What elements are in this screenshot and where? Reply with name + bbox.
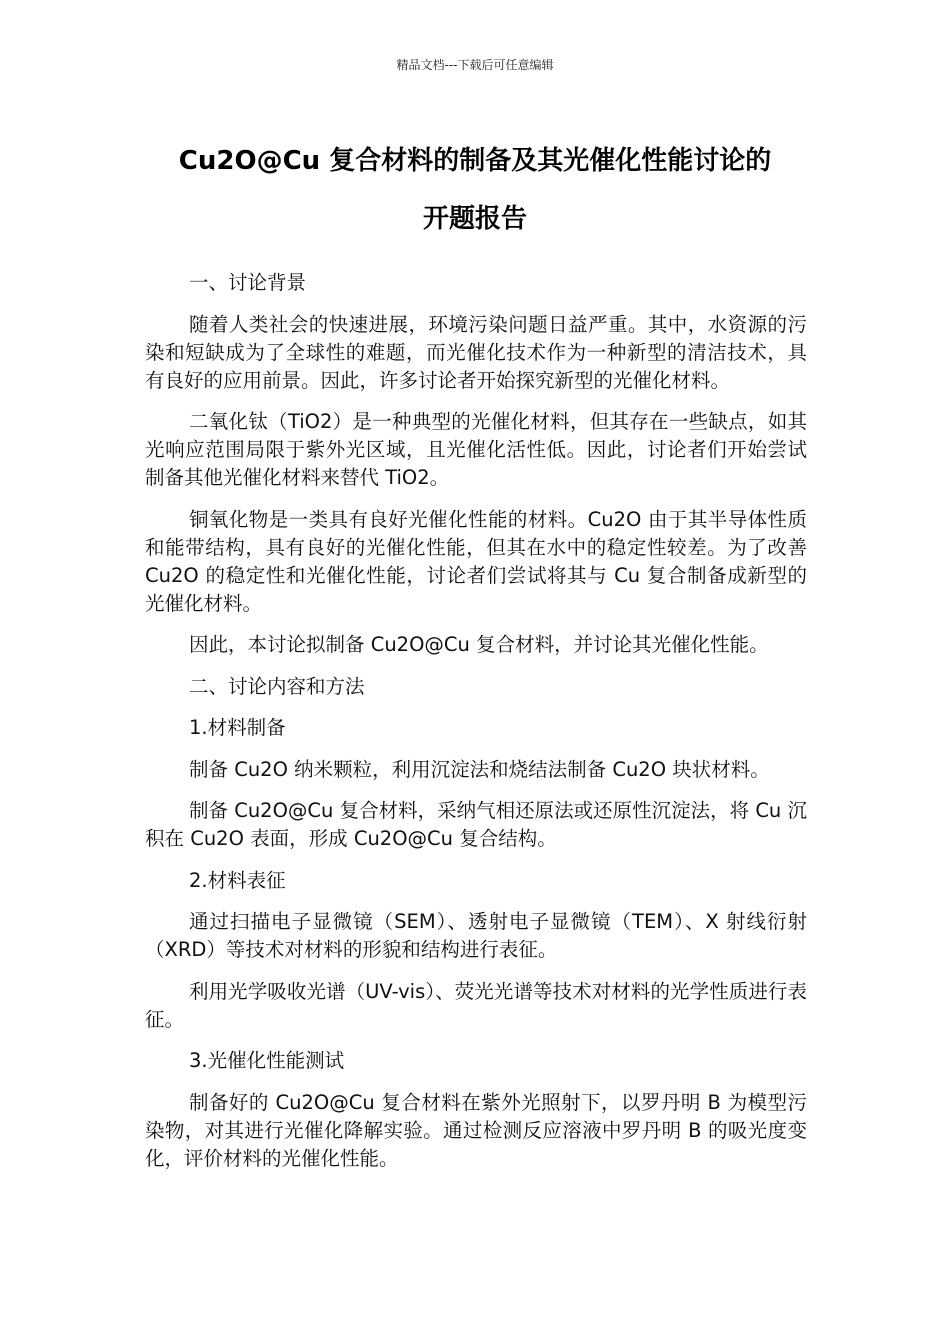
title-line-1: Cu2O@Cu 复合材料的制备及其光催化性能讨论的	[178, 146, 772, 176]
document-title	[120, 132, 830, 248]
document-body	[145, 269, 807, 1186]
paragraph-preparation-2: 制备 Cu2O@Cu 复合材料，采纳气相还原法或还原性沉淀法，将 Cu 沉积在 Cu2O 表面，形成 Cu2O@Cu 复合结构。	[145, 799, 807, 850]
paragraph-photocatalysis-1: 制备好的 Cu2O@Cu 复合材料在紫外光照射下，以罗丹明 B 为模型污染物，对其进行光催化降解实验。通过检测反应溶液中罗丹明 B 的吸光度变化，评价材料的光催化性能。	[145, 1090, 807, 1170]
title-line-2: 开题报告	[422, 204, 527, 234]
paragraph-background-1: 随着人类社会的快速进展，环境污染问题日益严重。其中，水资源的污染和短缺成为了全球性的难题，而光催化技术作为一种新型的清洁技术，具有良好的应用前景。因此，许多讨论者开始探究新型的光催化材料。	[145, 312, 807, 392]
paragraph-characterization-2: 利用光学吸收光谱（UV-vis）、荧光光谱等技术对材料的光学性质进行表征。	[145, 979, 807, 1031]
page-header-note: 精品文档---下载后可任意编辑	[396, 58, 554, 72]
paragraph-background-3: 铜氧化物是一类具有良好光催化性能的材料。Cu2O 由于其半导体性质和能带结构，具有良好的光催化性能，但其在水中的稳定性较差。为了改善 Cu2O 的稳定性和光催化性能，讨论者们尝试将其与 Cu 复合制备成新型的光催化材料。	[145, 507, 807, 615]
paragraph-preparation-1: 制备 Cu2O 纳米颗粒，利用沉淀法和烧结法制备 Cu2O 块状材料。	[189, 757, 770, 781]
paragraph-characterization-1: 通过扫描电子显微镜（SEM）、透射电子显微镜（TEM）、X 射线衍射（XRD）等技术对材料的形貌和结构进行表征。	[145, 910, 807, 961]
paragraph-background-4: 因此，本讨论拟制备 Cu2O@Cu 复合材料，并讨论其光催化性能。	[189, 633, 769, 656]
paragraph-background-2: 二氧化钛（TiO2）是一种典型的光催化材料，但其存在一些缺点，如其光响应范围局限于紫外光区域，且光催化活性低。因此，讨论者们开始尝试制备其他光催化材料来替代 TiO2。	[145, 410, 807, 489]
section-heading-background: 一、讨论背景	[189, 271, 307, 294]
subheading-preparation: 1.材料制备	[189, 716, 286, 739]
subheading-characterization: 2.材料表征	[189, 868, 286, 892]
subheading-photocatalysis: 3.光催化性能测试	[189, 1049, 345, 1072]
section-heading-methods: 二、讨论内容和方法	[189, 674, 365, 698]
